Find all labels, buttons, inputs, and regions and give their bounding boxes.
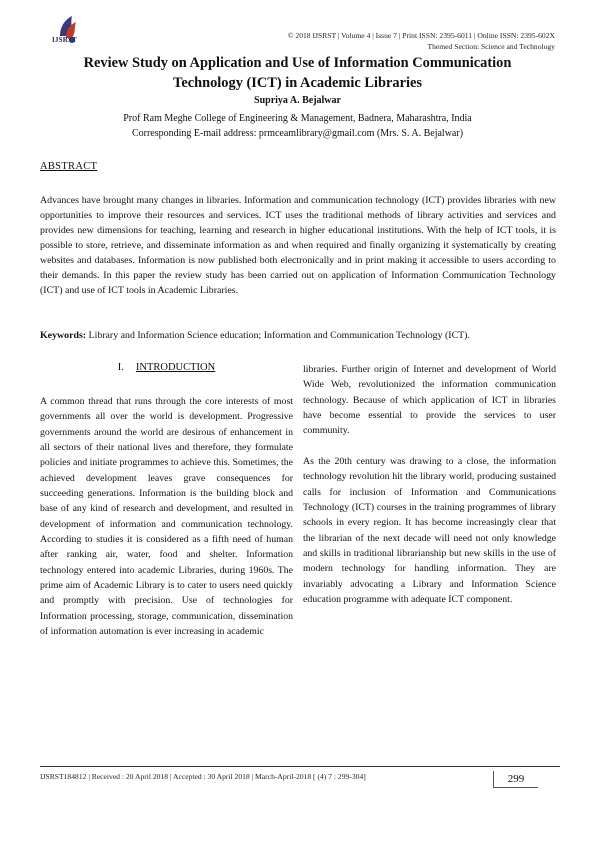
body-paragraph: libraries. Further origin of Internet and development of World Wide Web, revolutionized the information communication technology. Because of which application of ICT in libraries have become essential to provide the services to user community. (303, 364, 556, 437)
paper-title (40, 54, 555, 93)
abstract-heading: ABSTRACT (40, 161, 98, 172)
footer-citation: IJSRST184812 | Received : 20 April 2018 | Accepted : 30 April 2018 | March-April-2018 [ (4) 7 : 299-304] (40, 772, 366, 781)
body-paragraph: A common thread that runs through the core interests of most governments all over the world is development. Progressive governments around the world are desirous of enhancement in all sectors of their national lives and therefore, they formulate policies and initiate programmes to achieve this. Sometimes, the achieved development leaves grave consequences for succeeding generations. Information is the building block and base of any kind of research and development, and resulted in development of information and communication technology. According to studies it is considered as a fifth need of human after ranking air, water, food and shelter. Information technology entered into academic Libraries, during 1960s. The prime aim of Academic Library is to cater to users need quickly and promptly with precision. Use of technologies for Information processing, storage, communication, dissemination of information automation is ever increasing in academic (40, 396, 293, 638)
affiliation-line: Prof Ram Meghe College of Engineering & Management, Badnera, Maharashtra, India (123, 113, 472, 124)
journal-citation-line: © 2018 IJSRST | Volume 4 | Issue 7 | Print ISSN: 2395-6011 | Online ISSN: 2395-602X (287, 31, 555, 40)
journal-logo-text: IJSRST (52, 36, 77, 44)
left-column (40, 394, 293, 640)
body-paragraph: As the 20th century was drawing to a close, the information technology revolution hit the library world, producing sustained calls for inclusion of Information and Communications Technology (ICT) courses in the training programmes of library schools in every region. It has become increasingly clear that the librarian of the next decade will need not only knowledge and skills in traditional librarianship but new skills in the use of modern technology for handling information. They are invariably advocating a Library and Information Science education programme with adequate ICT component. (303, 456, 556, 606)
right-column (303, 362, 556, 607)
keywords-text: Library and Information Science education; Information and Communication Technology (ICT). (86, 330, 470, 341)
section-title: INTRODUCTION (135, 362, 216, 373)
footer-divider (40, 766, 560, 767)
keywords (40, 329, 560, 343)
section-heading (40, 362, 293, 373)
page-number: 299 (493, 771, 538, 788)
themed-section-line: Themed Section: Science and Technology (427, 42, 555, 51)
paper-title-line-1: Review Study on Application and Use of Information Communication (83, 55, 512, 71)
author-name: Supriya A. Bejalwar (254, 95, 341, 106)
section-number: I. (117, 362, 124, 373)
paper-title-line-2: Technology (ICT) in Academic Libraries (173, 74, 422, 91)
corresponding-email: Corresponding E-mail address: prmceamlibrary@gmail.com (Mrs. S. A. Bejalwar) (131, 128, 464, 139)
abstract-text: Advances have brought many changes in libraries. Information and communication technology (ICT) provides libraries with new opportunities to improve their resources and services. ICT uses the traditional methods of library activities and services and provides new dimensions for teaching, learning and research in higher educational institutions. With the help of ICT tools, it is possible to store, retrieve, and disseminate information as and when required and finally organizing it systematically by creating websites and databases. Information is now published both electronically and in print making it accessible to users according to their demands. In this paper the review study has been carried out on application of Information Communication Technology (ICT) and use of ICT tools in Academic Libraries. (40, 195, 556, 297)
keywords-label: Keywords: (40, 330, 87, 341)
author-affiliation (0, 111, 595, 141)
